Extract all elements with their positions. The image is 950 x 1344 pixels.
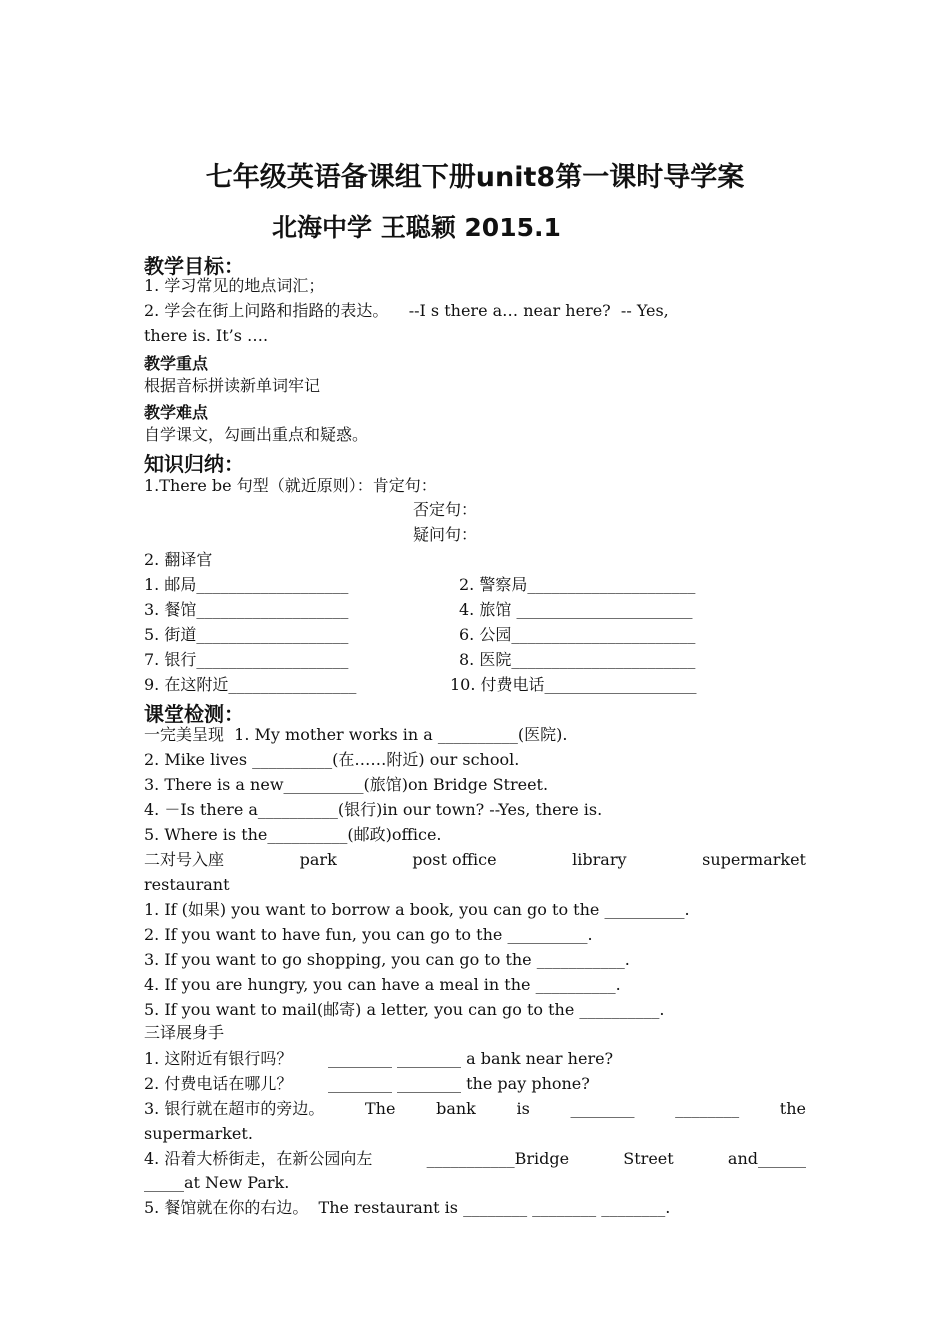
exercise-line: 2. Mike lives __________(在……附近) our school. — [144, 750, 520, 769]
exercise-text: ________ — [675, 1099, 740, 1118]
classcheck-heading: 课堂检测： — [144, 702, 244, 726]
difficulties-heading: 教学难点 — [144, 403, 209, 422]
translate-title: 2. 翻译官 — [144, 550, 213, 569]
exercise-text: 3. 银行就在超市的旁边。 — [144, 1099, 325, 1118]
vocab-item: 9. 在这附近________________ — [144, 675, 357, 694]
exercise-line: _____at New Park. — [144, 1173, 290, 1192]
word-bank-item: restaurant — [144, 875, 230, 894]
exercise-line: 2. If you want to have fun, you can go to the __________. — [144, 925, 593, 944]
exercise-text: ________ — [570, 1099, 635, 1118]
page-title: 七年级英语备课组下册unit8第一课时导学案 — [205, 162, 745, 193]
exercise-line: 5. Where is the__________(邮政)office. — [144, 825, 442, 844]
exercise-line: 4. －Is there a__________(银行)in our town? --Yes, there is. — [144, 800, 603, 819]
exercise-line: 5. 餐馆就在你的右边。 The restaurant is ________ ________ ________. — [144, 1198, 671, 1217]
exercise-line: 3. If you want to go shopping, you can go to the ___________. — [144, 950, 630, 969]
exercise-line — [144, 1149, 806, 1169]
exercise-text: ___________Bridge — [426, 1149, 570, 1168]
vocab-item: 1. 邮局___________________ — [144, 575, 349, 594]
exercise-line: 3. There is a new__________(旅馆)on Bridge Street. — [144, 775, 549, 794]
exercise-line: 一完美呈现 1. My mother works in a __________(医院). — [144, 725, 568, 744]
objectives-heading: 教学目标： — [144, 254, 244, 278]
negative-label: 否定句： — [413, 500, 478, 519]
there-be-line: 1.There be 句型（就近原则）：肯定句： — [144, 476, 437, 495]
key-points-text: 根据音标拼读新单词牢记 — [144, 376, 321, 395]
question-label: 疑问句： — [413, 525, 478, 544]
knowledge-heading: 知识归纳： — [144, 452, 244, 476]
vocab-item: 5. 街道___________________ — [144, 625, 349, 644]
exercise-line: 2. 付费电话在哪儿？ ________ ________ the pay phone? — [144, 1074, 590, 1093]
objective-line: there is. It’s …. — [144, 326, 269, 345]
objective-line: 2. 学会在街上问路和指路的表达。 --I s there a… near here? -- Yes, — [144, 301, 669, 320]
exercise-line: 1. If (如果) you want to borrow a book, you can go to the __________. — [144, 900, 690, 919]
exercise-text: bank — [436, 1099, 476, 1118]
word-bank-line — [144, 850, 806, 870]
exercise-text: the — [779, 1099, 806, 1118]
vocab-item: 3. 餐馆___________________ — [144, 600, 349, 619]
difficulties-text: 自学课文，勾画出重点和疑惑。 — [144, 425, 369, 444]
exercise-text: The — [365, 1099, 396, 1118]
vocab-item: 7. 银行___________________ — [144, 650, 349, 669]
word-bank-item: park — [299, 850, 337, 869]
exercise-text: Street — [623, 1149, 674, 1168]
page-subtitle: 北海中学 王聪颖 2015.1 — [272, 213, 561, 242]
part3-title: 三译展身手 — [144, 1023, 225, 1042]
key-points-heading: 教学重点 — [144, 354, 209, 373]
part2-title: 二对号入座 — [144, 850, 225, 869]
exercise-line: supermarket. — [144, 1124, 253, 1143]
word-bank-item: library — [572, 850, 627, 869]
exercise-line: 4. If you are hungry, you can have a meal in the __________. — [144, 975, 621, 994]
objective-line: 1. 学习常见的地点词汇； — [144, 276, 325, 295]
exercise-line: 1. 这附近有银行吗？ ________ ________ a bank near here? — [144, 1049, 614, 1068]
exercise-text: and______ — [727, 1149, 806, 1168]
word-bank-item: post office — [412, 850, 497, 869]
exercise-text: is — [516, 1099, 530, 1118]
vocab-item: 6. 公园_______________________ — [459, 625, 696, 644]
exercise-line — [144, 1099, 806, 1119]
exercise-text: 4. 沿着大桥街走，在新公园向左 — [144, 1149, 373, 1168]
vocab-item: 8. 医院_______________________ — [459, 650, 696, 669]
vocab-item: 2. 警察局_____________________ — [459, 575, 696, 594]
exercise-line: 5. If you want to mail(邮寄) a letter, you can go to the __________. — [144, 1000, 665, 1019]
vocab-item: 10. 付费电话___________________ — [450, 675, 697, 694]
vocab-item: 4. 旅馆 ______________________ — [459, 600, 693, 619]
word-bank-item: supermarket — [702, 850, 806, 869]
